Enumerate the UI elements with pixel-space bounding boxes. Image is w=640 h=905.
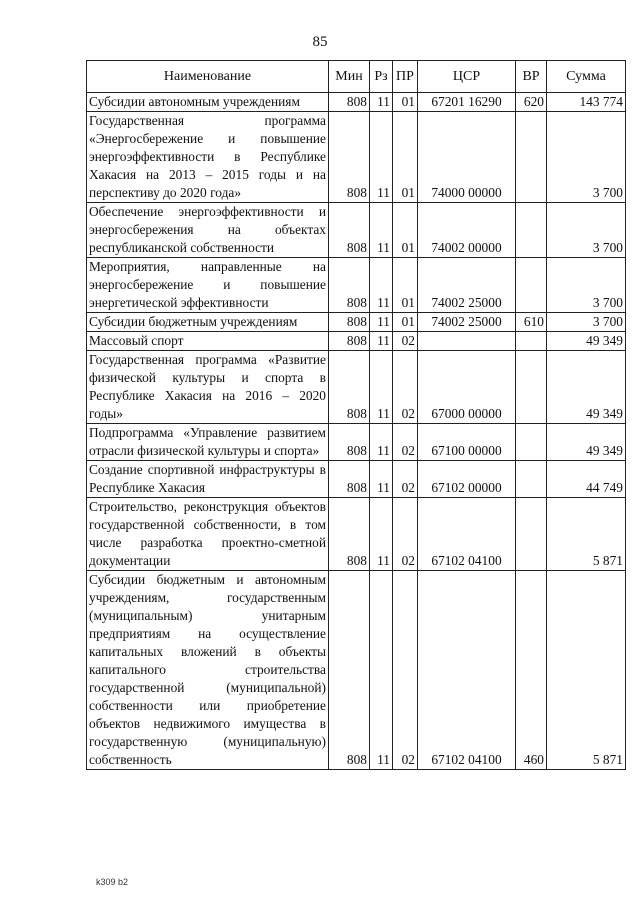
row-min: 808 — [329, 313, 370, 332]
row-vr — [516, 461, 547, 498]
row-vr — [516, 351, 547, 424]
row-pr: 02 — [393, 351, 418, 424]
row-csr: 67100 00000 — [418, 424, 516, 461]
row-csr — [418, 332, 516, 351]
table-row — [87, 203, 626, 258]
table-row — [87, 461, 626, 498]
table-header-row — [87, 61, 626, 93]
row-vr — [516, 498, 547, 571]
row-vr — [516, 332, 547, 351]
row-csr: 67000 00000 — [418, 351, 516, 424]
row-vr: 460 — [516, 571, 547, 770]
row-sum: 49 349 — [547, 351, 626, 424]
row-sum: 143 774 — [547, 93, 626, 112]
row-min: 808 — [329, 498, 370, 571]
row-min: 808 — [329, 112, 370, 203]
row-rz: 11 — [370, 258, 393, 313]
row-name: Государственная программа «Энергосбережение и повышение энергоэффективности в Республике Хакасия на 2013 – 2015 годы и на перспективу до 2020 года» — [87, 112, 329, 203]
row-sum: 3 700 — [547, 203, 626, 258]
row-csr: 67102 04100 — [418, 571, 516, 770]
row-sum: 3 700 — [547, 258, 626, 313]
row-vr — [516, 203, 547, 258]
budget-table — [86, 60, 626, 770]
row-vr: 610 — [516, 313, 547, 332]
row-name: Подпрограмма «Управление развитием отрасли физической культуры и спорта» — [87, 424, 329, 461]
row-min: 808 — [329, 258, 370, 313]
table-row — [87, 332, 626, 351]
row-pr: 01 — [393, 203, 418, 258]
table-row — [87, 351, 626, 424]
row-pr: 02 — [393, 424, 418, 461]
row-min: 808 — [329, 351, 370, 424]
row-name: Субсидии бюджетным учреждениям — [87, 313, 329, 332]
row-csr: 67102 04100 — [418, 498, 516, 571]
row-rz: 11 — [370, 571, 393, 770]
row-name: Государственная программа «Развитие физической культуры и спорта в Республике Хакасия на 2016 – 2020 годы» — [87, 351, 329, 424]
row-pr: 01 — [393, 258, 418, 313]
row-rz: 11 — [370, 424, 393, 461]
row-rz: 11 — [370, 313, 393, 332]
header-min: Мин — [329, 61, 370, 93]
row-pr: 02 — [393, 332, 418, 351]
row-pr: 02 — [393, 461, 418, 498]
table-row — [87, 424, 626, 461]
row-sum: 5 871 — [547, 571, 626, 770]
row-pr: 01 — [393, 112, 418, 203]
row-csr: 74002 25000 — [418, 258, 516, 313]
row-csr: 74002 25000 — [418, 313, 516, 332]
row-rz: 11 — [370, 461, 393, 498]
footer-code: k309 b2 — [96, 877, 129, 887]
row-csr: 74002 00000 — [418, 203, 516, 258]
table-row — [87, 313, 626, 332]
row-vr — [516, 258, 547, 313]
row-vr — [516, 424, 547, 461]
row-sum: 49 349 — [547, 332, 626, 351]
row-rz: 11 — [370, 93, 393, 112]
row-rz: 11 — [370, 498, 393, 571]
header-csr: ЦСР — [418, 61, 516, 93]
row-name: Мероприятия, направленные на энергосбережение и повышение энергетической эффективности — [87, 258, 329, 313]
row-min: 808 — [329, 332, 370, 351]
row-csr: 74000 00000 — [418, 112, 516, 203]
header-pr: ПР — [393, 61, 418, 93]
row-rz: 11 — [370, 203, 393, 258]
row-sum: 44 749 — [547, 461, 626, 498]
table-row — [87, 112, 626, 203]
row-pr: 01 — [393, 93, 418, 112]
row-rz: 11 — [370, 351, 393, 424]
row-name: Субсидии автономным учреждениям — [87, 93, 329, 112]
row-sum: 49 349 — [547, 424, 626, 461]
row-name: Обеспечение энергоэффективности и энергосбережения на объектах республиканской собственности — [87, 203, 329, 258]
row-min: 808 — [329, 93, 370, 112]
header-rz: Рз — [370, 61, 393, 93]
row-pr: 02 — [393, 498, 418, 571]
row-sum: 3 700 — [547, 112, 626, 203]
row-name: Строительство, реконструкция объектов государственной собственности, в том числе разработка проектно-сметной документации — [87, 498, 329, 571]
row-min: 808 — [329, 203, 370, 258]
row-vr: 620 — [516, 93, 547, 112]
row-min: 808 — [329, 571, 370, 770]
row-vr — [516, 112, 547, 203]
table-row — [87, 258, 626, 313]
row-pr: 01 — [393, 313, 418, 332]
row-rz: 11 — [370, 332, 393, 351]
row-min: 808 — [329, 461, 370, 498]
row-csr: 67102 00000 — [418, 461, 516, 498]
row-min: 808 — [329, 424, 370, 461]
row-csr: 67201 16290 — [418, 93, 516, 112]
header-name: Наименование — [87, 61, 329, 93]
table-row — [87, 93, 626, 112]
row-name: Создание спортивной инфраструктуры в Республике Хакасия — [87, 461, 329, 498]
row-sum: 3 700 — [547, 313, 626, 332]
table-row — [87, 498, 626, 571]
row-name: Массовый спорт — [87, 332, 329, 351]
row-pr: 02 — [393, 571, 418, 770]
page-number: 85 — [312, 34, 328, 50]
row-rz: 11 — [370, 112, 393, 203]
row-sum: 5 871 — [547, 498, 626, 571]
header-vr: ВР — [516, 61, 547, 93]
table-body — [87, 93, 626, 770]
table-row — [87, 571, 626, 770]
header-sum: Сумма — [547, 61, 626, 93]
row-name: Субсидии бюджетным и автономным учреждениям, государственным (муниципальным) унитарным предприятиям на осуществление капитальных вложений в объекты капитального строительства государственной (муниципальной) собственности или приобретение объектов недвижимого имущества в государственную (муниципальную) собственность — [87, 571, 329, 770]
